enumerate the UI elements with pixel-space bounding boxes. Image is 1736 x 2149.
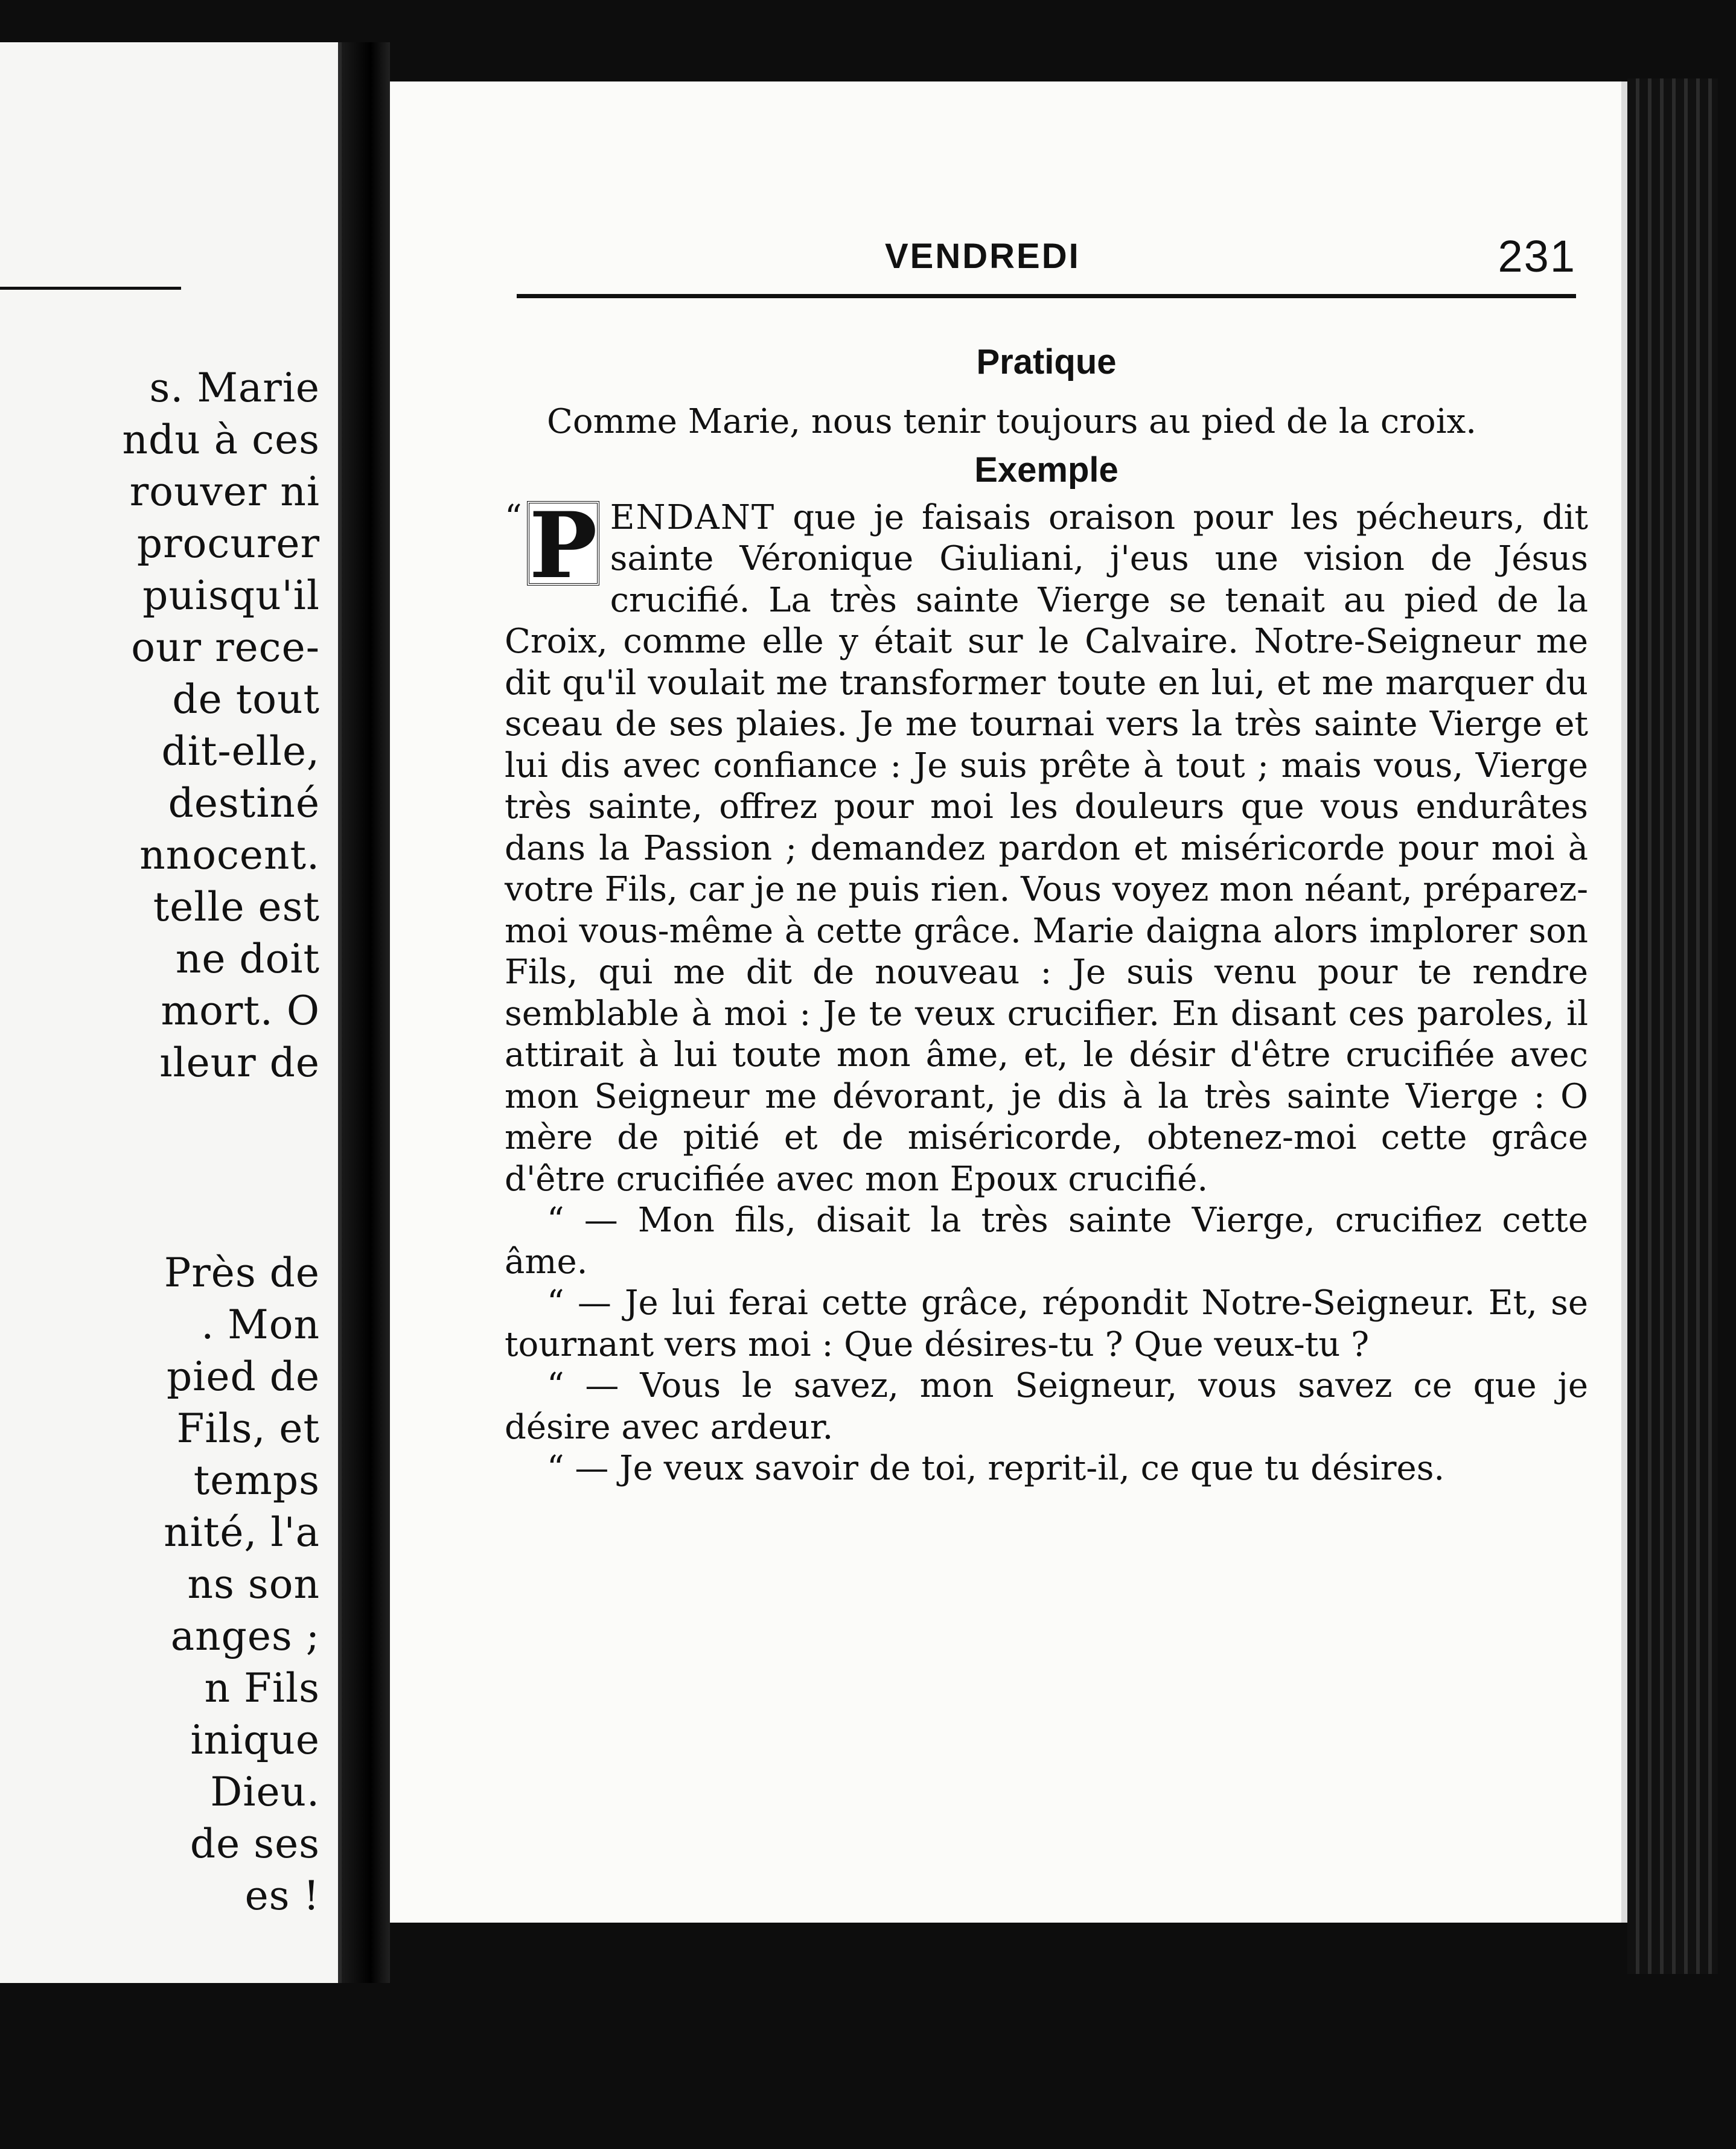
first-paragraph-text: que je faisais oraison pour les pécheurs, dit sainte Véronique Giuliani, j'eus une vision de Jésus crucifié. La très sainte Vierge se tenait au pied de la Croix, comme elle y était sur le Calvaire. Notre-Seigneur me dit qu'il voulait me transformer toute en lui, et me marquer du sceau de ses plaies. Je me tournai vers la très sainte Vierge et lui dis avec confiance : Je suis prête à tout ; mais vous, Vierge très sainte, offrez pour moi les douleurs que vous endurâtes dans la Passion ; demandez pardon et miséricorde pour moi à votre Fils, car je ne puis rien. Vous voyez mon néant, préparez-moi vous-même à cette grâce. Marie daigna alors implorer son Fils, qui me dit de nouveau : Je suis venu pour te rendre semblable à moi : Je te veux crucifier. En disant ces paroles, il attirait à lui toute mon âme, et, le désir d'être crucifiée avec mon Seigneur me dévorant, je dis à la très sainte Vierge : O mère de pitié et de miséricorde, obtenez-moi cette grâce d'être crucifiée avec mon Epoux crucifié.: [505, 497, 1588, 1199]
left-page-line: Près de: [164, 1250, 320, 1296]
exemple-first-paragraph: [505, 492, 1588, 1201]
open-quote: “: [505, 497, 522, 537]
dialogue-paragraph: “ — Je veux savoir de toi, reprit-il, ce que tu désires.: [547, 1449, 1445, 1488]
page-block-edge: [1627, 78, 1718, 1974]
left-page-line: nnocent.: [139, 832, 320, 878]
dialogue-paragraph: “ — Je lui ferai cette grâce, répondit Notre-Seigneur. Et, se tournant vers moi : Que désires-tu ? Que veux-tu ?: [505, 1283, 1588, 1364]
left-page-line: dit-elle,: [161, 728, 320, 774]
left-page-line: rouver ni: [129, 468, 320, 515]
left-page-line: mort. O: [161, 988, 320, 1034]
heading-pratique: Pratique: [976, 342, 1117, 382]
left-page-line: telle est: [153, 884, 320, 930]
drop-cap-letter: P: [527, 501, 599, 586]
left-page-line: destiné: [168, 780, 320, 826]
page-header: [517, 220, 1576, 293]
header-rule: [517, 294, 1576, 298]
dialogue-paragraph: “ — Vous le savez, mon Seigneur, vous savez ce que je désire avec ardeur.: [505, 1366, 1588, 1447]
left-page-line: anges ;: [170, 1613, 320, 1659]
page-number: 231: [1498, 231, 1576, 281]
left-page-line: es !: [244, 1873, 320, 1919]
left-page-line: Fils, et: [176, 1405, 320, 1452]
left-page-line: temps: [193, 1457, 320, 1504]
heading-exemple: Exemple: [974, 450, 1119, 490]
running-head: VENDREDI: [885, 237, 1080, 276]
left-page-line: ne doit: [175, 936, 320, 982]
first-word-smallcaps: ENDANT: [610, 497, 776, 537]
left-page-line: our rece-: [131, 624, 320, 671]
left-page-line: de tout: [172, 676, 320, 723]
left-page-line: pied de: [167, 1353, 320, 1400]
dialogue-paragraph: “ — Mon fils, disait la très sainte Vierge, crucifiez cette âme.: [505, 1201, 1588, 1282]
left-page-line: ns son: [187, 1561, 320, 1608]
left-page-line: procurer: [136, 520, 320, 567]
left-facing-page: [0, 42, 342, 1983]
left-page-line: inique: [190, 1717, 320, 1763]
left-page-line: n Fils: [204, 1665, 320, 1711]
left-page-header-rule: [0, 287, 181, 290]
left-page-line: ndu à ces: [122, 417, 320, 463]
left-page-line: ıleur de: [159, 1039, 320, 1086]
pratique-paragraph: Comme Marie, nous tenir toujours au pied de la croix.: [547, 402, 1476, 441]
book-gutter: [342, 42, 390, 1983]
left-page-line: de ses: [190, 1821, 320, 1867]
left-page-line: Dieu.: [210, 1769, 320, 1815]
page-body: [505, 335, 1588, 1490]
left-page-line: . Mon: [201, 1301, 320, 1348]
left-page-line: puisqu'il: [142, 572, 320, 619]
left-page-line: s. Marie: [149, 365, 320, 411]
book-page: [390, 81, 1627, 1923]
left-page-line: nité, l'a: [164, 1509, 320, 1556]
